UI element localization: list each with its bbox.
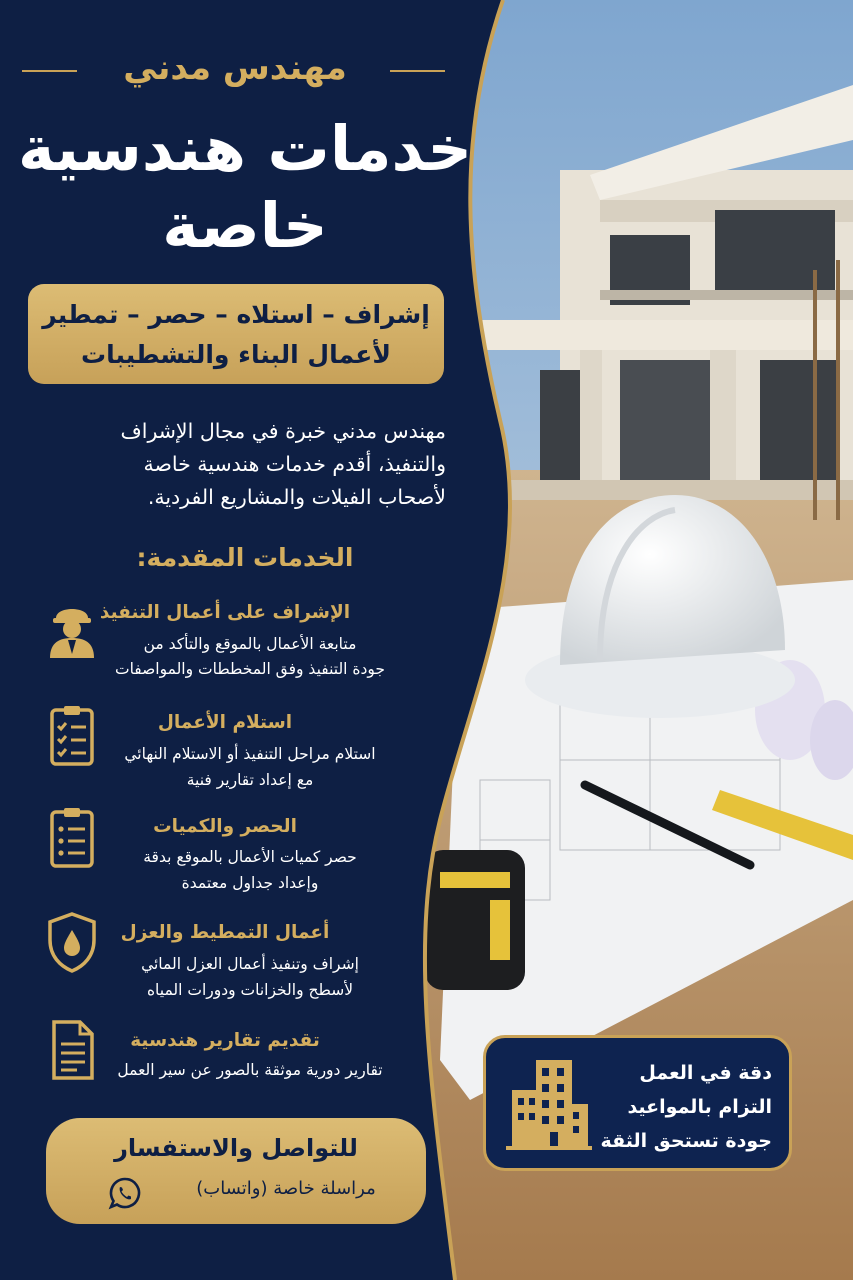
service-desc: إشراف وتنفيذ أعمال العزل المائي (141, 955, 359, 973)
service-desc: تقارير دورية موثقة بالصور عن سير العمل (117, 1061, 383, 1079)
contact-button[interactable] (46, 1118, 426, 1224)
header-subtitle: مهندس مدني (123, 48, 347, 88)
tagline-line1: إشراف – استلاه – حصر – تمطير (42, 300, 430, 329)
tagline-box (28, 284, 444, 384)
badge-line1: دقة في العمل (639, 1062, 772, 1084)
contact-subtitle: مراسلة خاصة (واتساب) (196, 1178, 376, 1199)
service-desc: جودة التنفيذ وفق المخططات والمواصفات (114, 660, 386, 678)
service-desc: مع إعداد تقارير فنية (186, 771, 314, 789)
service-desc: استلام مراحل التنفيذ أو الاستلام النهائي (124, 745, 376, 763)
whatsapp-icon (108, 1176, 142, 1210)
service-desc: حصر كميات الأعمال بالموقع بدقة (143, 848, 357, 866)
service-desc: لأسطح والخزانات ودورات المياه (146, 981, 354, 999)
service-desc: متابعة الأعمال بالموقع والتأكد من (143, 635, 357, 653)
contact-title: للتواصل والاستفسار (114, 1134, 358, 1162)
intro-paragraph (30, 415, 446, 514)
service-title: أعمال التمطيط والعزل (120, 922, 330, 943)
intro-line: مهندس مدني خبرة في مجال الإشراف (120, 419, 446, 443)
main-title-line2: خاصة (162, 189, 328, 262)
services-heading: الخدمات المقدمة: (136, 543, 354, 572)
intro-line: والتنفيذ، أقدم خدمات هندسية خاصة (143, 452, 446, 476)
badge-line2: التزام بالمواعيد (627, 1096, 772, 1118)
service-title: تقديم تقارير هندسية (130, 1030, 320, 1051)
quality-badge (483, 1035, 792, 1171)
intro-line: لأصحاب الفيلات والمشاريع الفردية. (147, 485, 446, 509)
building-icon (506, 1056, 592, 1152)
service-title: الحصر والكميات (153, 816, 297, 837)
service-title: استلام الأعمال (157, 712, 293, 733)
service-title: الإشراف على أعمال التنفيذ (99, 602, 351, 623)
main-title-line1: خدمات هندسية (17, 112, 473, 185)
badge-line3: جودة تستحق الثقة (600, 1130, 772, 1152)
tagline-line2: لأعمال البناء والتشطيبات (81, 340, 391, 369)
service-desc: وإعداد جداول معتمدة (181, 874, 319, 892)
